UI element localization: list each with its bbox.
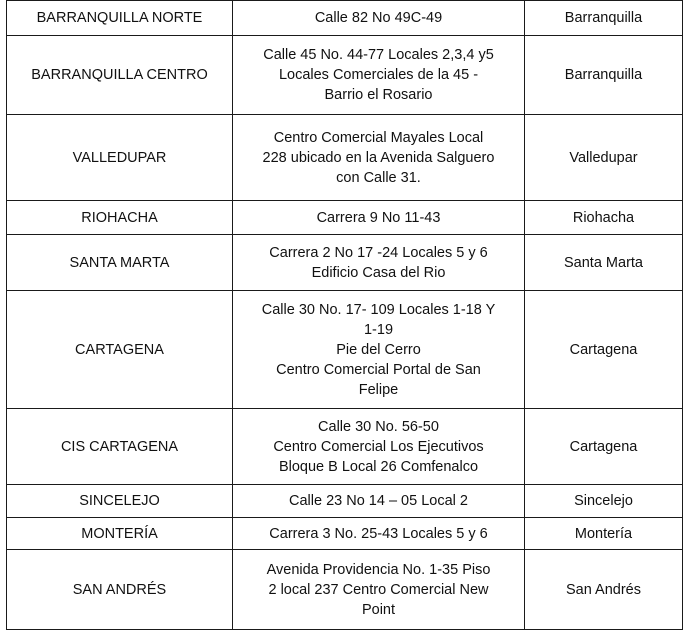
address-line: Bloque B Local 26 Comfenalco <box>278 458 479 475</box>
address-cell <box>233 115 525 201</box>
address-line: 228 ubicado en la Avenida Salguero <box>262 149 495 166</box>
table-row <box>7 1 683 36</box>
address-line: Carrera 2 No 17 -24 Locales 5 y 6 <box>269 244 488 261</box>
city-cell: Sincelejo <box>525 485 683 518</box>
city-cell: Montería <box>525 518 683 550</box>
address-line: Locales Comerciales de la 45 - <box>278 67 479 83</box>
address-cell <box>233 201 525 235</box>
office-cell: VALLEDUPAR <box>7 115 233 201</box>
city-cell: Cartagena <box>525 409 683 485</box>
office-cell: RIOHACHA <box>7 201 233 235</box>
office-cell: SAN ANDRÉS <box>7 550 233 630</box>
address-cell <box>233 1 525 36</box>
address-line: Barrio el Rosario <box>324 87 433 103</box>
table-row <box>7 518 683 550</box>
address-line: Felipe <box>358 381 399 398</box>
city-cell: Barranquilla <box>525 36 683 115</box>
address-line: Edificio Casa del Rio <box>311 264 446 281</box>
address-line: Centro Comercial Portal de San <box>276 361 481 378</box>
address-line: Centro Comercial Los Ejecutivos <box>273 438 484 455</box>
city-cell: Barranquilla <box>525 1 683 36</box>
city-cell: Valledupar <box>525 115 683 201</box>
office-cell: SINCELEJO <box>7 485 233 518</box>
table-row <box>7 235 683 291</box>
address-cell <box>233 235 525 291</box>
table-row <box>7 291 683 409</box>
table-row <box>7 550 683 630</box>
address-cell <box>233 485 525 518</box>
office-cell: BARRANQUILLA CENTRO <box>7 36 233 115</box>
office-cell: CIS CARTAGENA <box>7 409 233 485</box>
city-cell: Cartagena <box>525 291 683 409</box>
address-line: Carrera 3 No. 25-43 Locales 5 y 6 <box>269 525 488 542</box>
address-cell <box>233 36 525 115</box>
table-row <box>7 36 683 115</box>
address-line: con Calle 31. <box>336 169 421 186</box>
city-cell: Riohacha <box>525 201 683 235</box>
address-cell <box>233 291 525 409</box>
office-cell: SANTA MARTA <box>7 235 233 291</box>
address-line: Calle 23 No 14 – 05 Local 2 <box>289 493 468 509</box>
city-cell: San Andrés <box>525 550 683 630</box>
address-line: 1-19 <box>363 321 394 338</box>
address-line: Carrera 9 No 11-43 <box>316 209 441 226</box>
table-row <box>7 115 683 201</box>
office-cell: MONTERÍA <box>7 518 233 550</box>
address-line: Centro Comercial Mayales Local <box>273 129 484 146</box>
address-line: 2 local 237 Centro Comercial New <box>268 581 489 598</box>
address-line: Calle 30 No. 17- 109 Locales 1-18 Y <box>261 301 496 318</box>
address-cell <box>233 409 525 485</box>
address-cell <box>233 550 525 630</box>
city-cell: Santa Marta <box>525 235 683 291</box>
address-line: Calle 82 No 49C-49 <box>314 10 443 26</box>
offices-table <box>6 0 683 630</box>
table-row <box>7 485 683 518</box>
address-line: Avenida Providencia No. 1-35 Piso <box>266 561 491 578</box>
table-row <box>7 409 683 485</box>
office-cell: CARTAGENA <box>7 291 233 409</box>
address-line: Pie del Cerro <box>336 341 421 358</box>
table-row <box>7 201 683 235</box>
address-line: Calle 45 No. 44-77 Locales 2,3,4 y5 <box>263 47 494 63</box>
address-cell <box>233 518 525 550</box>
address-line: Calle 30 No. 56-50 <box>318 418 439 435</box>
office-cell: BARRANQUILLA NORTE <box>7 1 233 36</box>
address-line: Point <box>361 601 396 618</box>
